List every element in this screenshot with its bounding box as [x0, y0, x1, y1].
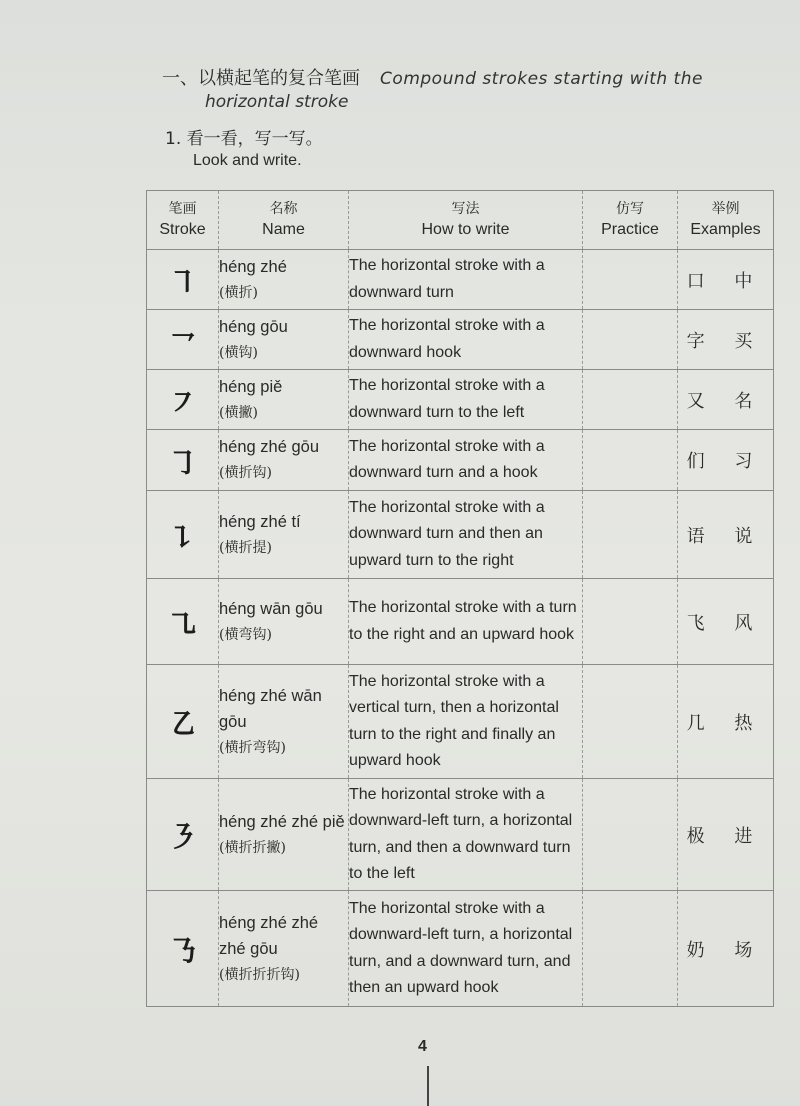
page-gutter-line: [427, 1066, 429, 1106]
table-row: [147, 491, 774, 579]
stroke-glyph: ㇠: [147, 665, 219, 779]
stroke-examples: 字 买: [678, 310, 774, 370]
exercise-instruction-zh: 1. 看一看，写一写。: [165, 129, 323, 149]
stroke-name: héng gōu (横钩): [219, 310, 349, 370]
section-title-zh: 一、以横起笔的复合笔画: [162, 68, 360, 89]
stroke-name: héng wān gōu (横弯钩): [219, 579, 349, 665]
section-title-en-line2: horizontal stroke: [205, 92, 349, 112]
stroke-glyph: ㇊: [147, 491, 219, 579]
stroke-name: héng zhé tí (横折提): [219, 491, 349, 579]
practice-cell[interactable]: [583, 665, 678, 779]
stroke-how: The horizontal stroke with a downward turn: [349, 250, 583, 310]
header-examples: 举例 Examples: [678, 191, 774, 250]
stroke-glyph: ㇆: [147, 430, 219, 491]
header-practice: 仿写 Practice: [583, 191, 678, 250]
practice-cell[interactable]: [583, 779, 678, 891]
practice-cell[interactable]: [583, 250, 678, 310]
stroke-examples: 飞 风: [678, 579, 774, 665]
table-row: [147, 891, 774, 1007]
stroke-how: The horizontal stroke with a downward hook: [349, 310, 583, 370]
header-stroke: 笔画 Stroke: [147, 191, 219, 250]
section-title-en: Compound strokes starting with the: [380, 69, 703, 89]
stroke-examples: 口 中: [678, 250, 774, 310]
table-row: [147, 579, 774, 665]
practice-cell[interactable]: [583, 430, 678, 491]
stroke-glyph: ㇡: [147, 891, 219, 1007]
stroke-name: héng zhé zhé zhé gōu (横折折折钩): [219, 891, 349, 1007]
stroke-name: héng zhé zhé piě (横折折撇): [219, 779, 349, 891]
section-title: [162, 62, 782, 95]
stroke-glyph: ㇈: [147, 579, 219, 665]
header-how: 写法 How to write: [349, 191, 583, 250]
table-row: [147, 370, 774, 430]
stroke-name: héng zhé wān gōu (横折弯钩): [219, 665, 349, 779]
stroke-glyph: ㇋: [147, 779, 219, 891]
stroke-table: [146, 190, 774, 1007]
table-row: [147, 310, 774, 370]
stroke-glyph: ㇕: [147, 250, 219, 310]
stroke-how: The horizontal stroke with a downward turn and a hook: [349, 430, 583, 491]
stroke-name: héng zhé (横折): [219, 250, 349, 310]
stroke-how: The horizontal stroke with a vertical turn, then a horizontal turn to the right and finally an upward hook: [349, 665, 583, 779]
practice-cell[interactable]: [583, 370, 678, 430]
practice-cell[interactable]: [583, 579, 678, 665]
stroke-examples: 又 名: [678, 370, 774, 430]
page-number: 4: [418, 1038, 427, 1055]
table-row: [147, 665, 774, 779]
stroke-examples: 极 进: [678, 779, 774, 891]
header-name: 名称 Name: [219, 191, 349, 250]
stroke-how: The horizontal stroke with a downward turn and then an upward turn to the right: [349, 491, 583, 579]
stroke-examples: 语 说: [678, 491, 774, 579]
table-row: [147, 430, 774, 491]
practice-cell[interactable]: [583, 310, 678, 370]
stroke-how: The horizontal stroke with a turn to the right and an upward hook: [349, 579, 583, 665]
stroke-name: héng piě (横撇): [219, 370, 349, 430]
stroke-how: The horizontal stroke with a downward-left turn, a horizontal turn, and then a downward turn to the left: [349, 779, 583, 891]
stroke-how: The horizontal stroke with a downward-left turn, a horizontal turn, and a downward turn, and then an upward hook: [349, 891, 583, 1007]
stroke-examples: 几 热: [678, 665, 774, 779]
exercise-instruction-en: Look and write.: [193, 152, 302, 169]
practice-cell[interactable]: [583, 891, 678, 1007]
table-row: [147, 250, 774, 310]
stroke-glyph: ㇇: [147, 370, 219, 430]
stroke-name: héng zhé gōu (横折钩): [219, 430, 349, 491]
table-header-row: [147, 191, 774, 250]
stroke-examples: 们 习: [678, 430, 774, 491]
stroke-glyph: ㇖: [147, 310, 219, 370]
stroke-examples: 奶 场: [678, 891, 774, 1007]
practice-cell[interactable]: [583, 491, 678, 579]
stroke-how: The horizontal stroke with a downward turn to the left: [349, 370, 583, 430]
table-row: [147, 779, 774, 891]
